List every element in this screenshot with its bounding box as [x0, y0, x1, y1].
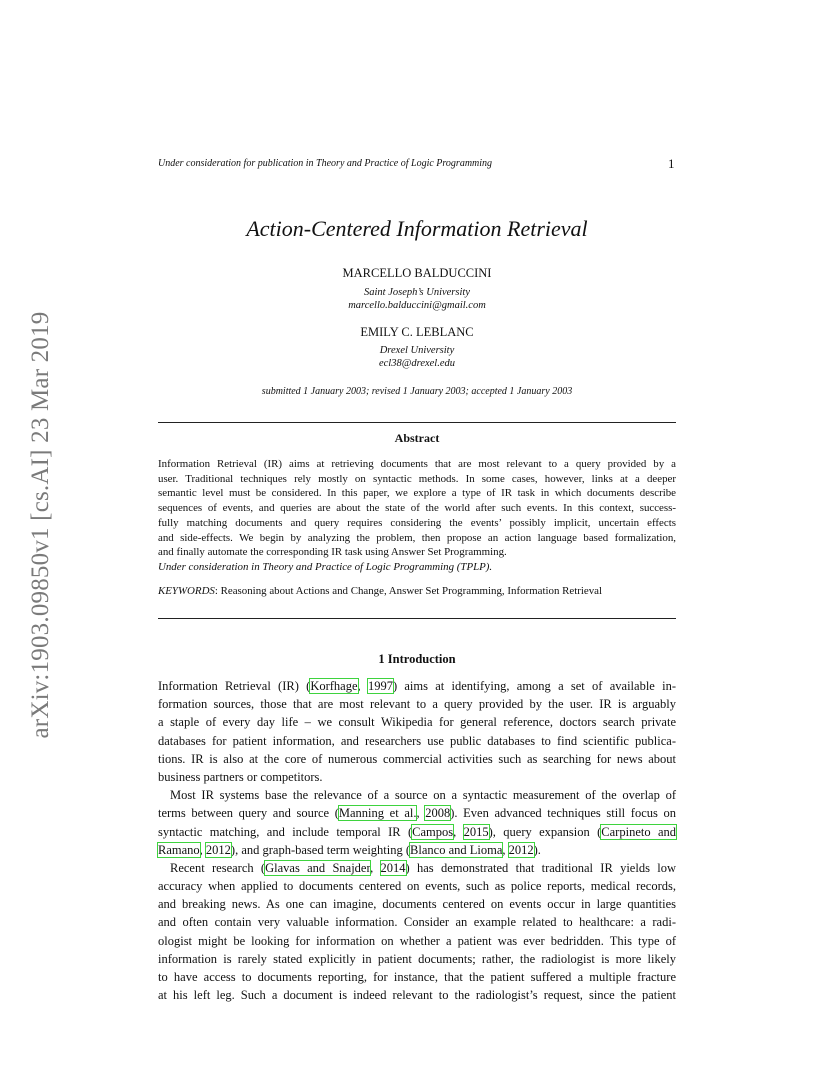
author-email: marcello.balduccini@gmail.com — [348, 300, 486, 311]
abstract-note: Under consideration in Theory and Practice of Logic Programming (TPLP). — [158, 560, 493, 573]
section-heading: 1 Introduction — [378, 652, 456, 666]
citation-year[interactable]: 2015 — [463, 824, 489, 839]
author-email: ecl38@drexel.edu — [378, 358, 456, 369]
citation-link[interactable] — [265, 861, 370, 875]
text-run: , — [453, 824, 464, 839]
body-line — [158, 804, 676, 822]
body-line: and breaking news. As one can imagine, documents centered on events occur in large quantities — [158, 897, 676, 912]
arxiv-stamp — [26, 290, 56, 760]
text-run: Information Retrieval (IR) ( — [158, 679, 311, 693]
citation-year[interactable]: 1997 — [367, 679, 393, 693]
introduction-body — [158, 677, 676, 1004]
text-run: ). — [533, 842, 541, 857]
text-run: terms between query and source ( — [158, 806, 339, 821]
text-run: ). Even advanced techniques still focus on — [450, 806, 676, 821]
body-line: information is rarely stated explicitly in patient documents; rather, the radiologist is more likely — [158, 951, 676, 966]
body-line: a staple of every day life – we consult Wikipedia for general reference, doctors search private — [158, 715, 676, 730]
top-divider — [158, 422, 676, 423]
text-run: , — [199, 842, 206, 857]
citation-author[interactable]: Blanco and Lioma — [410, 842, 503, 857]
keywords-label: KEYWORDS — [158, 585, 215, 597]
text-run: , — [370, 860, 381, 875]
citation-link[interactable] — [206, 843, 231, 857]
body-line: formation sources, those that are most relevant to a query provided by the user. IR is arguably — [158, 697, 676, 712]
citation-link[interactable] — [368, 679, 393, 693]
running-head: Under consideration for publication in Theory and Practice of Logic Programming — [158, 158, 493, 169]
text-run: ) aims at identifying, among a set of available in- — [392, 679, 677, 693]
keywords-text: : Reasoning about Actions and Change, Answer Set Programming, Information Retrieval — [214, 585, 603, 597]
abstract-line: semantic level must be considered. In this paper, we explore a type of IR task in which documents describe — [158, 487, 676, 500]
abstract-line: sequences of events, and queries are about the state of the world after such events. In this context, success- — [158, 502, 676, 515]
citation-link[interactable] — [601, 825, 676, 839]
citation-link[interactable] — [339, 806, 417, 820]
submission-dates: submitted 1 January 2003; revised 1 January 2003; accepted 1 January 2003 — [261, 386, 573, 397]
citation-link[interactable] — [412, 825, 453, 839]
citation-year[interactable]: 2014 — [380, 860, 406, 875]
citation-author[interactable]: Korfhage — [310, 679, 358, 693]
body-line — [158, 677, 676, 695]
author-name: MARCELLO BALDUCCINI — [342, 266, 492, 280]
citation-link[interactable] — [158, 843, 200, 857]
body-line — [158, 859, 676, 877]
body-line: to have access to documents reporting, for instance, that the patient suffered a multiple fracture — [158, 970, 676, 984]
paper-title: Action-Centered Information Retrieval — [246, 216, 588, 241]
text-run: ) has demonstrated that traditional IR yields low — [405, 860, 676, 875]
abstract-body — [158, 457, 676, 575]
citation-year[interactable]: 2008 — [425, 806, 451, 821]
body-line: Most IR systems base the relevance of a source on a syntactic measurement of the overlap of — [170, 788, 676, 803]
text-run: , — [416, 806, 426, 821]
citation-author[interactable]: Glavas and Snajder — [265, 860, 371, 875]
author-affiliation: Drexel University — [379, 345, 455, 356]
body-line: tions. IR is also at the core of numerous commercial activities such as searching for news about — [158, 751, 676, 766]
abstract-line: Information Retrieval (IR) aims at retrieving documents that are most relevant to a query provided by a — [158, 458, 676, 470]
citation-author[interactable]: Campos — [412, 824, 454, 839]
text-run: ), query expansion ( — [488, 824, 602, 839]
author-name: EMILY C. LEBLANC — [360, 325, 474, 339]
abstract-line: user. Traditional techniques rely mostly on syntactic methods. In some cases, however, links at a deeper — [158, 472, 676, 485]
citation-year[interactable]: 2012 — [508, 842, 534, 857]
citation-link[interactable] — [410, 843, 502, 857]
body-line — [158, 841, 676, 859]
body-line: business partners or competitors. — [158, 769, 323, 784]
body-line: ologist might be looking for information on whether a patient was ever bedridden. This type of — [158, 933, 676, 948]
abstract-line: and side-effects. We begin by analyzing the problem, then propose an action language based formalization, — [158, 531, 676, 544]
text-run: , — [357, 679, 368, 693]
citation-year[interactable]: 2012 — [205, 842, 231, 857]
body-line: at his left leg. Such a document is indeed relevant to the radiologist’s request, since the patient — [158, 988, 676, 1003]
text-run: ), and graph-based term weighting ( — [230, 842, 411, 857]
body-line: accuracy when applied to documents centered on events, such as police reports, medical records, — [158, 879, 676, 894]
body-line: databases for patient information, and researchers use public databases to find scientific publica- — [158, 733, 676, 748]
citation-link[interactable] — [425, 806, 450, 820]
arxiv-stamp-text: arXiv:1903.09850v1 [cs.AI] 23 Mar 2019 — [27, 311, 54, 739]
citation-link[interactable] — [509, 843, 534, 857]
body-line — [158, 823, 676, 841]
text-run: Recent research ( — [170, 860, 266, 875]
text-run: syntactic matching, and include temporal IR ( — [158, 824, 413, 839]
bottom-divider — [158, 618, 676, 619]
abstract-line: and finally automate the corresponding IR task using Answer Set Programming. — [158, 546, 507, 559]
abstract-line: fully matching documents and query requires considering the events’ possibly implicit, uncertain effects — [158, 516, 676, 529]
page-number: 1 — [668, 156, 675, 171]
author-affiliation: Saint Joseph’s University — [364, 287, 470, 298]
citation-author[interactable]: Ramano — [158, 842, 200, 857]
citation-link[interactable] — [310, 679, 357, 693]
citation-author[interactable]: Manning et al. — [338, 806, 417, 821]
citation-link[interactable] — [381, 861, 406, 875]
abstract-heading: Abstract — [394, 431, 440, 445]
text-run: , — [502, 842, 509, 857]
citation-author[interactable]: Carpineto and — [601, 824, 676, 839]
citation-link[interactable] — [464, 825, 489, 839]
body-line: and often contain very valuable information. Consider an example related to healthcare: a radi- — [158, 915, 676, 930]
keywords — [158, 585, 676, 597]
